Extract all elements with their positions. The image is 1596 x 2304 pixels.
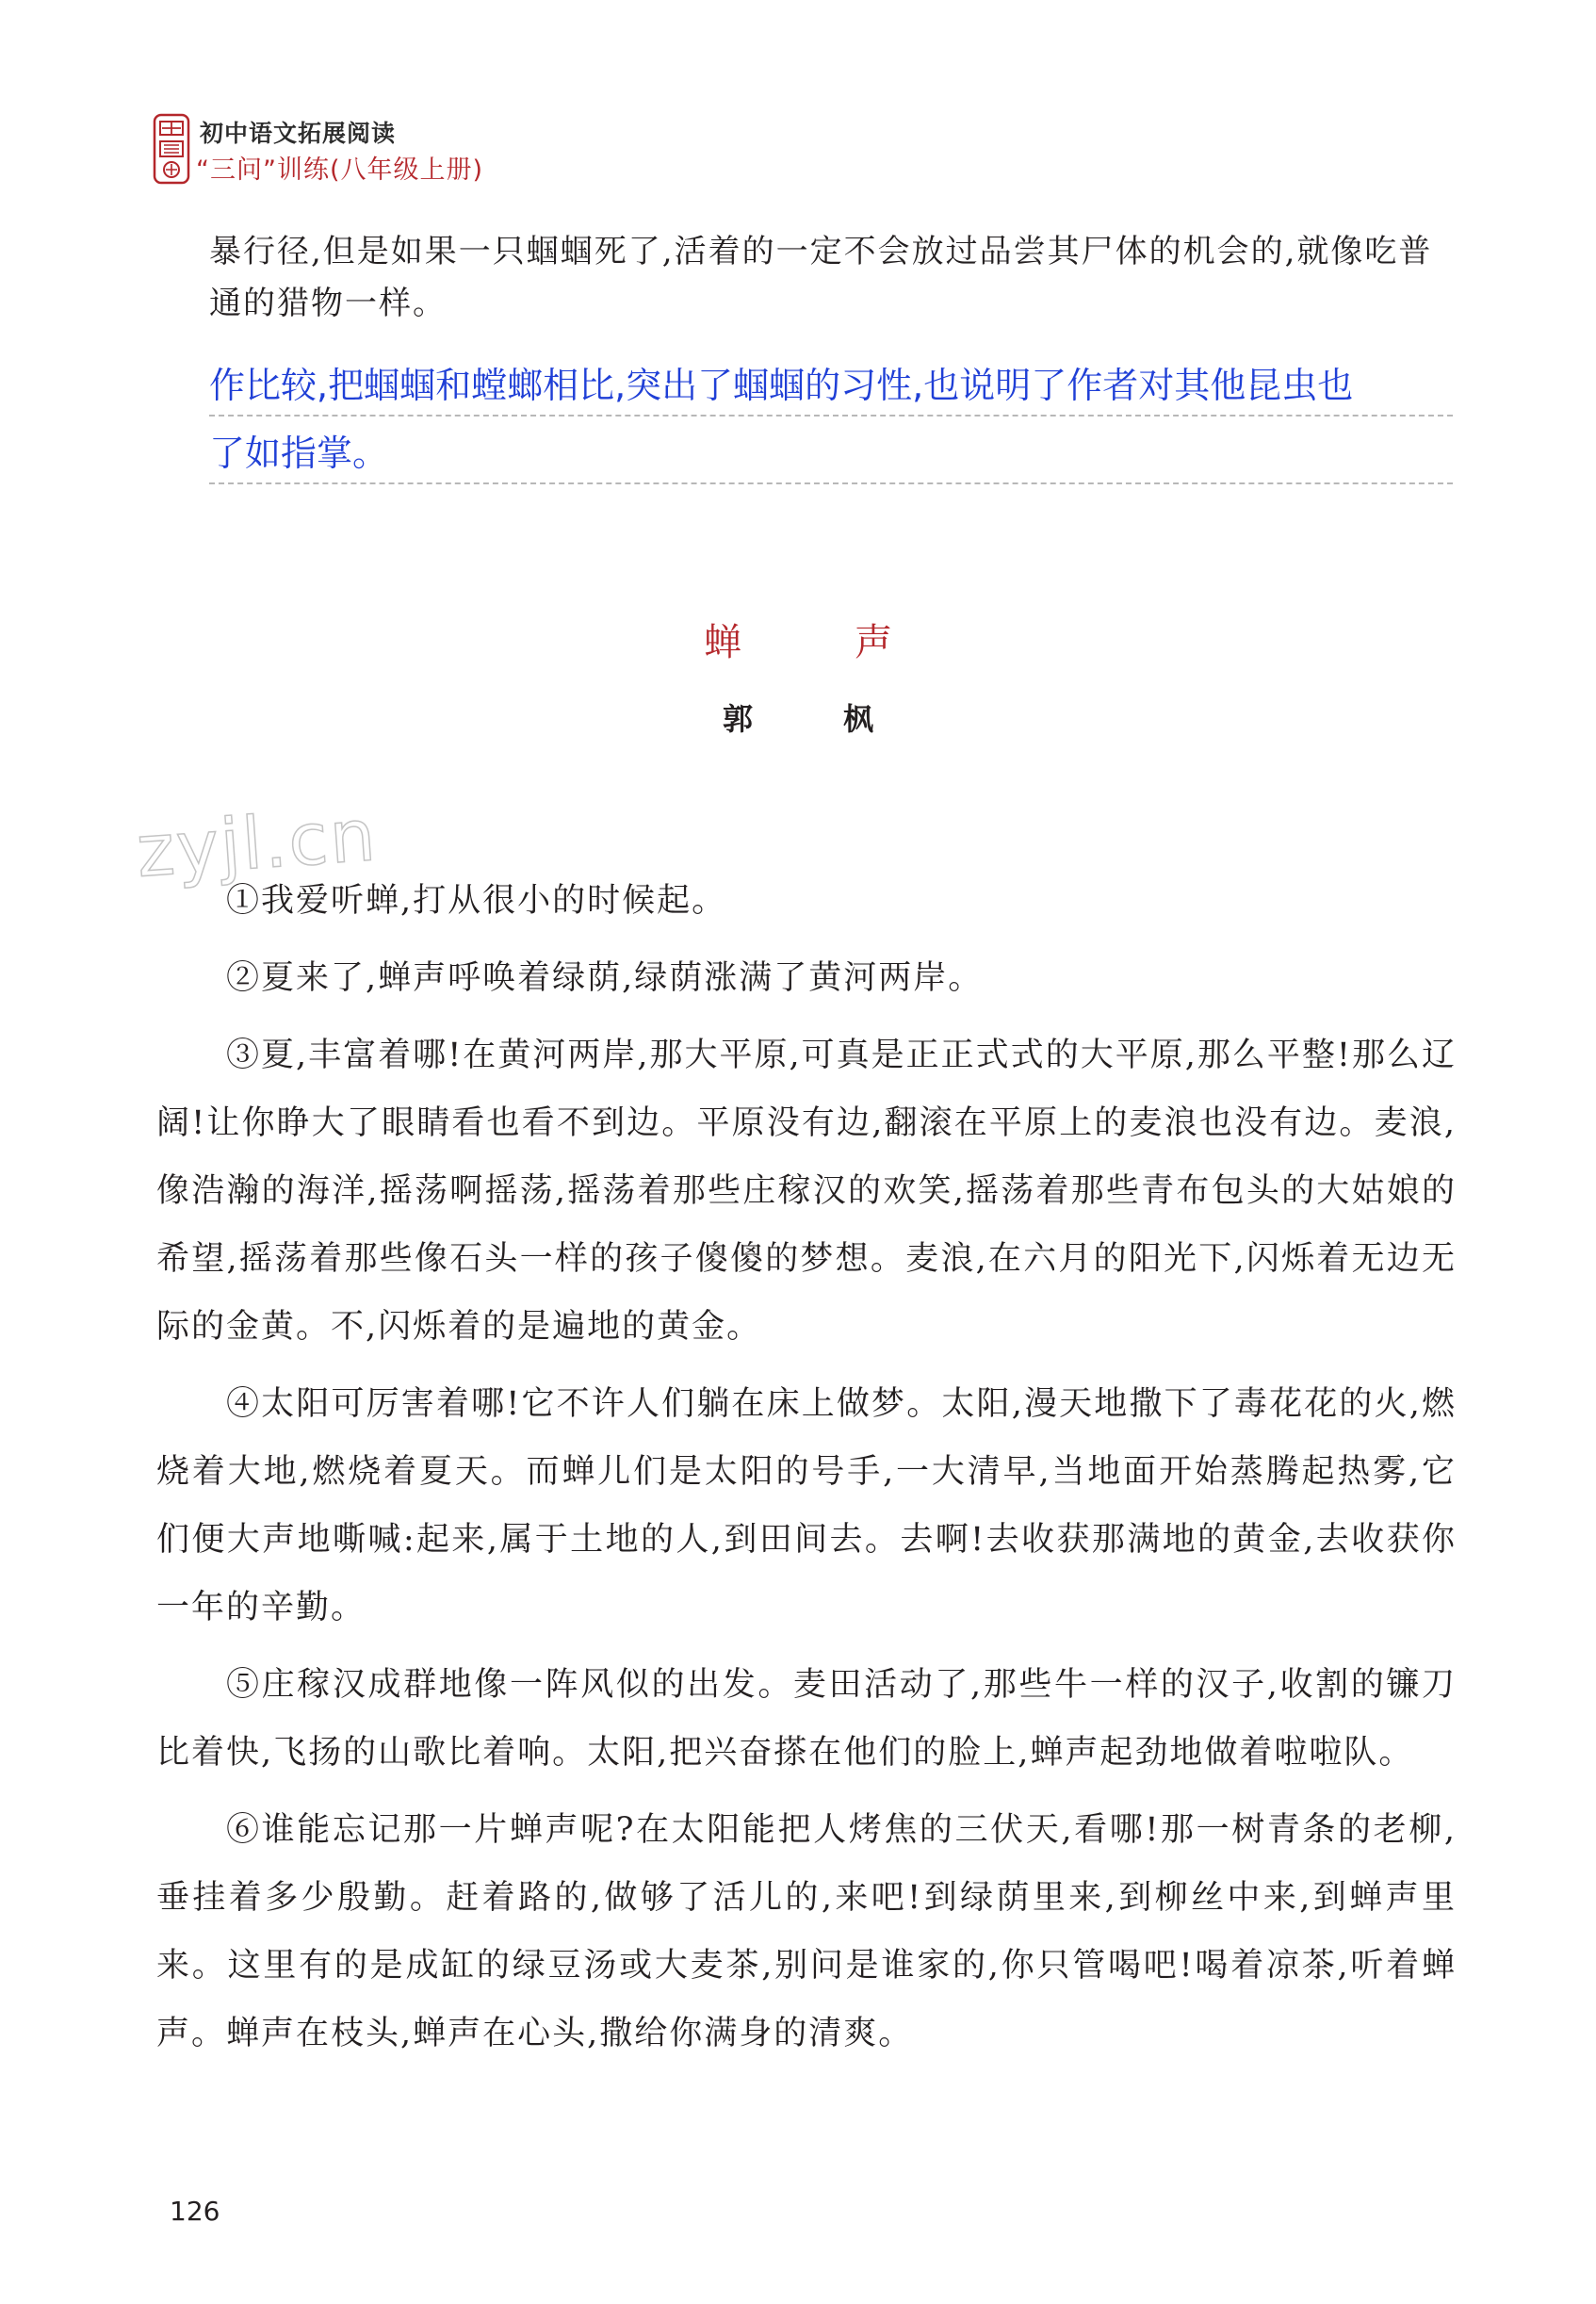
article-body [156, 867, 1457, 2077]
answer-line-1: 作比较,把蝈蝈和螳螂相比,突出了蝈蝈的习性,也说明了作者对其他昆虫也 [209, 356, 1453, 417]
watermark: zyjl.cn [134, 793, 381, 893]
page-number: 126 [170, 2196, 220, 2227]
article-author: 郭 枫 [722, 701, 904, 737]
paragraph-6: ⑥谁能忘记那一片蝉声呢?在太阳能把人烤焦的三伏天,看哪!那一树青条的老柳,垂挂着多少殷勤。赶着路的,做够了活儿的,来吧!到绿荫里来,到柳丝中来,到蝉声里来。这里有的是成缸的绿豆汤或大麦茶,别问是谁家的,你只管喝吧!喝着凉茶,听着蝉声。蝉声在枝头,蝉声在心头,撒给你满身的清爽。 [156, 1811, 1457, 2052]
handwritten-answer [209, 356, 1453, 484]
paragraph-5: ⑤庄稼汉成群地像一阵风似的出发。麦田活动了,那些牛一样的汉子,收割的镰刀比着快,飞扬的山歌比着响。太阳,把兴奋搽在他们的脸上,蝉声起劲地做着啦啦队。 [156, 1666, 1457, 1772]
seal-stamp-icon [153, 113, 190, 185]
paragraph-3: ③夏,丰富着哪!在黄河两岸,那大平原,可真是正正式式的大平原,那么平整!那么辽阔!让你睁大了眼睛看也看不到边。平原没有边,翻滚在平原上的麦浪也没有边。麦浪,像浩瀚的海洋,摇荡啊摇荡,摇荡着那些庄稼汉的欢笑,摇荡着那些青布包头的大姑娘的希望,摇荡着那些像石头一样的孩子傻傻的梦想。麦浪,在六月的阳光下,闪烁着无边无际的金黄。不,闪烁着的是遍地的黄金。 [156, 1037, 1457, 1346]
paragraph-2: ②夏来了,蝉声呼唤着绿荫,绿荫涨满了黄河两岸。 [226, 959, 984, 997]
carry-over-text: 暴行径,但是如果一只蝈蝈死了,活着的一定不会放过品尝其尸体的机会的,就像吃普通的猎物一样。 [209, 233, 1433, 322]
article-title: 蝉 声 [704, 621, 930, 664]
page-header [141, 106, 707, 190]
paragraph-4: ④太阳可厉害着哪!它不许人们躺在床上做梦。太阳,漫天地撒下了毒花花的火,燃烧着大地,燃烧着夏天。而蝉儿们是太阳的号手,一大清早,当地面开始蒸腾起热雾,它们便大声地嘶喊:起来,属于土地的人,到田间去。去啊!去收获那满地的黄金,去收获你一年的辛勤。 [156, 1385, 1457, 1626]
series-title: 初中语文拓展阅读 [200, 120, 397, 147]
book-title: “三问”训练(八年级上册) [196, 155, 484, 185]
paragraph-1: ①我爱听蝉,打从很小的时候起。 [226, 882, 727, 920]
answer-line-2: 了如指掌。 [209, 424, 1453, 484]
